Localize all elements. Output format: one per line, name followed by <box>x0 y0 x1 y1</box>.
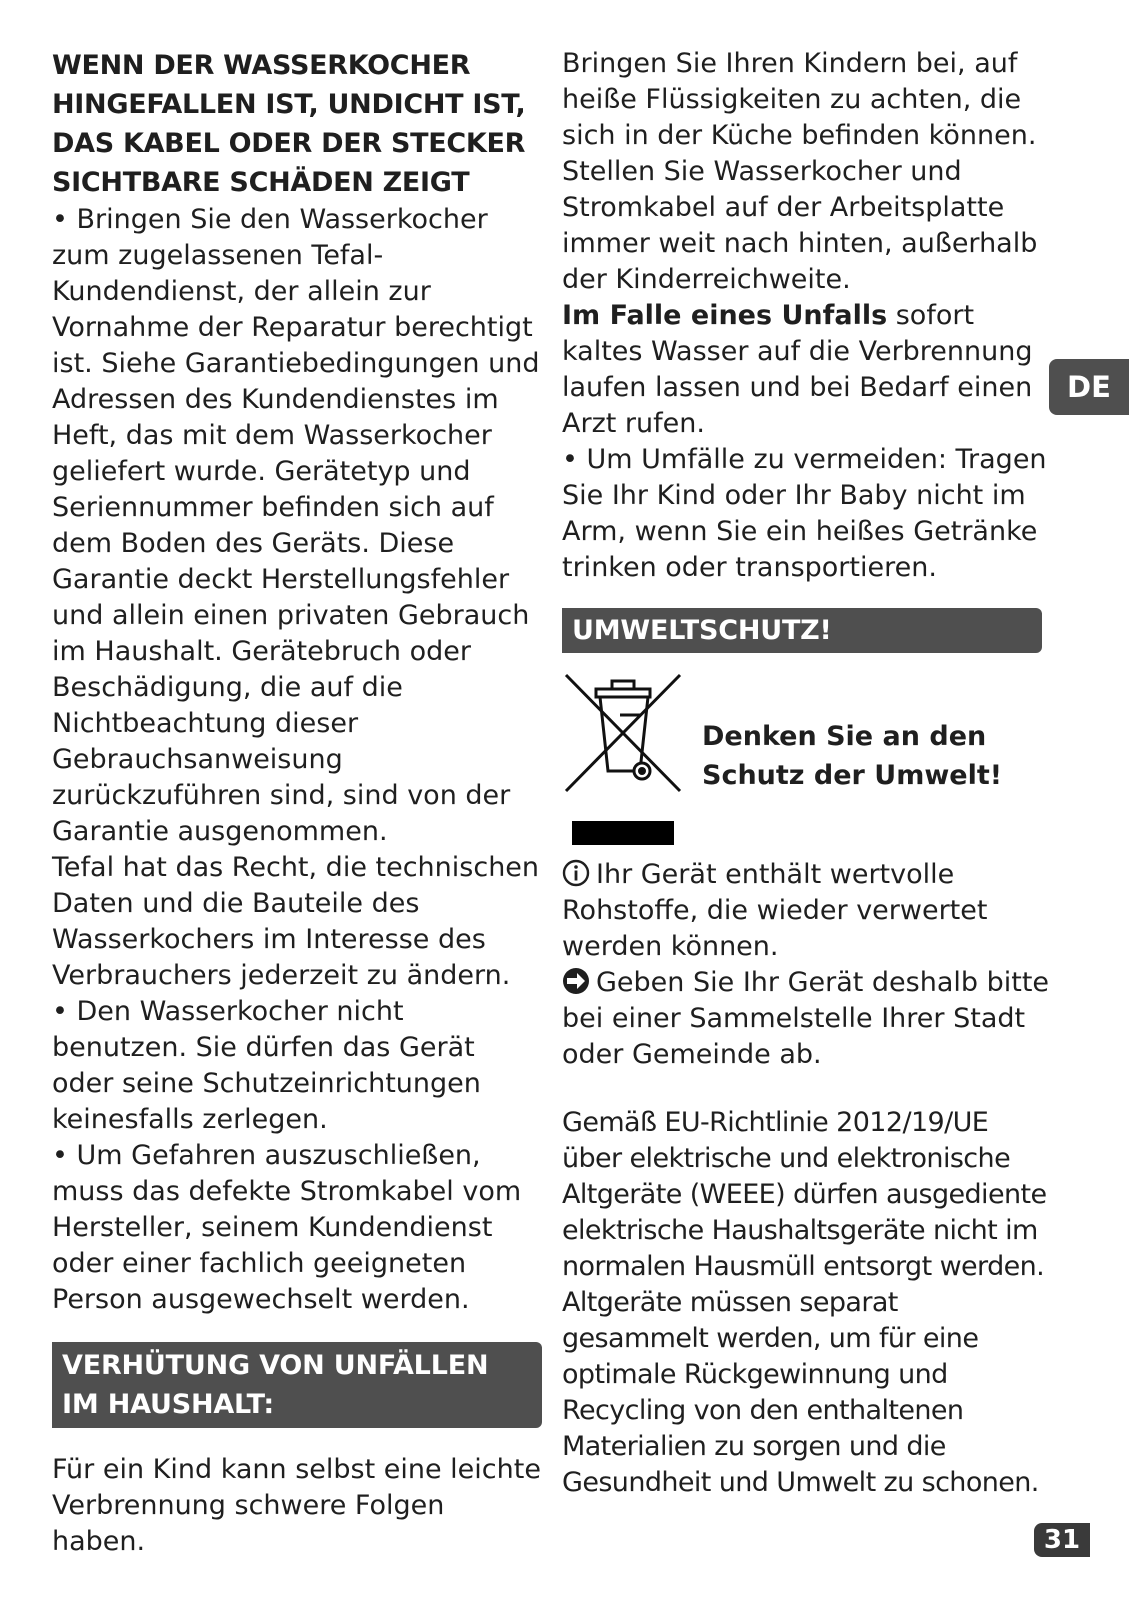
child-burn-text: Für ein Kind kann selbst eine leichte Verbrennung schwere Folgen haben. <box>52 1454 541 1557</box>
info-text: Ihr Gerät enthält wertvolle Rohstoffe, die wieder verwertet werden können. <box>562 859 988 962</box>
bullet-avoid-accidents: • Um Umfälle zu vermeiden: Tragen Sie Ihr Kind oder Ihr Baby nicht im Arm, wenn Sie ein heißes Getränke trinken oder transportieren. <box>562 444 1047 583</box>
arrow-text: Geben Sie Ihr Gerät deshalb bitte bei einer Sammelstelle Ihrer Stadt oder Gemeinde ab. <box>562 967 1050 1070</box>
info-circle-icon <box>562 859 590 887</box>
bullet-customer-service: • Bringen Sie den Wasserkocher zum zugelassenen Tefal-Kundendienst, der allein zur Vornahme der Reparatur berechtigt ist. Siehe Garantiebedingungen und Adressen des Kundendienstes im Heft, das mit dem Wasserkocher geliefert wurde. Gerätetyp und Seriennummer befinden sich auf dem Boden des Geräts. Diese Garantie deckt Herstellungsfehler und allein einen privaten Gebrauch im Haushalt. Gerätebruch oder Beschädigung, die auf die Nichtbeachtung dieser Gebrauchsanweisung zurückzuführen sind, sind von der Garantie ausgenommen. <box>52 204 540 847</box>
weee-block <box>562 667 1052 857</box>
accident-prevention-heading: VERHÜTUNG VON UNFÄLLEN IM HAUSHALT: <box>52 1342 542 1428</box>
accident-rest: sofort kaltes Wasser auf die Verbrennung laufen lassen und bei Bedarf einen Arzt rufen. <box>562 300 1033 439</box>
crossed-out-wheelie-bin-icon <box>562 671 684 795</box>
children-teaching-text: Bringen Sie Ihren Kindern bei, auf heiße Flüssigkeiten zu achten, die sich in der Küche befinden können. Stellen Sie Wasserkocher und Stromkabel auf der Arbeitsplatte immer weit nach hinten, außerhalb der Kinderreichweite. <box>562 48 1038 295</box>
environment-heading: UMWELTSCHUTZ! <box>562 608 1042 653</box>
damage-heading: WENN DER WASSERKOCHER HINGEFALLEN IST, UNDICHT IST, DAS KABEL ODER DER STECKER SICHTBARE SCHÄDEN ZEIGT <box>52 50 526 198</box>
tefal-rights-text: Tefal hat das Recht, die technischen Daten und die Bauteile des Wasserkochers im Interesse des Verbrauchers jederzeit zu ändern. <box>52 852 540 991</box>
accident-bold: Im Falle eines Unfalls <box>562 300 888 331</box>
weee-underline-bar <box>572 821 674 845</box>
arrow-paragraph <box>562 965 1052 1073</box>
bullet-do-not-use: • Den Wasserkocher nicht benutzen. Sie dürfen das Gerät oder seine Schutzeinrichtungen keinesfalls zerlegen. <box>52 996 481 1135</box>
weee-directive-text: Gemäß EU-Richtlinie 2012/19/UE über elektrische und elektronische Altgeräte (WEEE) dürfen ausgediente elektrische Haushaltsgeräte nicht im normalen Hausmüll entsorgt werden. Altgeräte müssen separat gesammelt werden, um für eine optimale Rückgewinnung und Recycling von den enthaltenen Materialien zu sorgen und die Gesundheit und Umwelt zu schonen. <box>562 1107 1047 1498</box>
think-environment-text: Denken Sie an den Schutz der Umwelt! <box>702 721 1003 791</box>
right-column <box>562 46 1052 1501</box>
accident-text <box>562 298 1052 442</box>
language-tab: DE <box>1049 359 1129 415</box>
arrow-right-circle-icon <box>562 967 590 995</box>
left-column <box>52 46 542 1560</box>
bullet-cable-replacement: • Um Gefahren auszuschließen, muss das defekte Stromkabel vom Hersteller, seinem Kundendienst oder einer fachlich geeigneten Person ausgewechselt werden. <box>52 1140 522 1315</box>
page-number: 31 <box>1034 1523 1090 1557</box>
info-paragraph <box>562 857 1052 965</box>
